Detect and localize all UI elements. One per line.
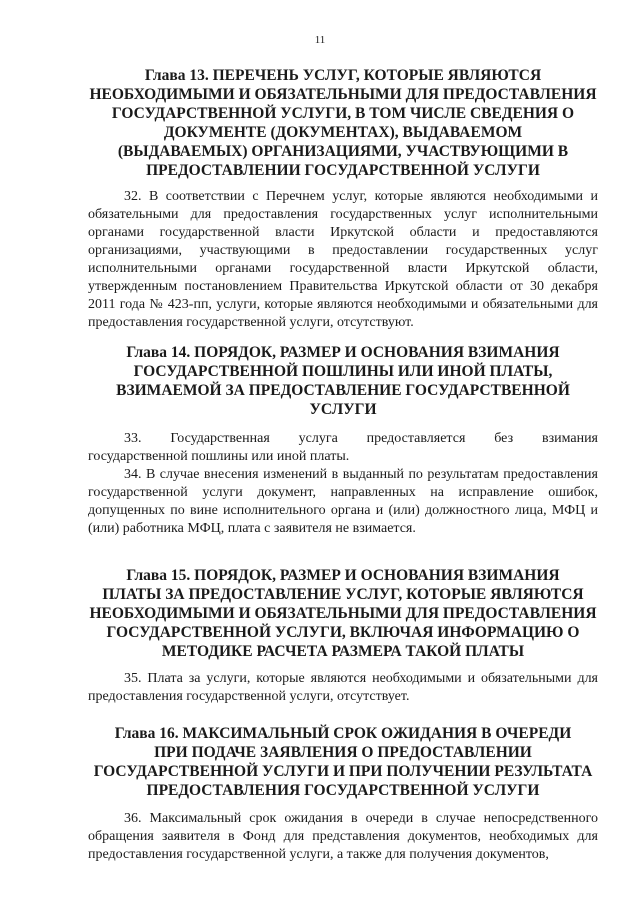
chapter-14-heading [88,343,598,419]
heading-line: ВЗИМАЕМОЙ ЗА ПРЕДОСТАВЛЕНИЕ ГОСУДАРСТВЕННОЙ [116,382,570,399]
heading-line: ПЛАТЫ ЗА ПРЕДОСТАВЛЕНИЕ УСЛУГ, КОТОРЫЕ ЯВЛЯЮТСЯ [102,586,584,603]
chapter-16-heading [88,724,598,800]
paragraph-33-line-2: государственной пошлины или иной платы. [88,449,350,464]
paragraph-35: 35. Плата за услуги, которые являются необходимыми и обязательными для предоставления государственной услуги, отсутствует. [88,671,598,704]
paragraph-32: 32. В соответствии с Перечнем услуг, которые являются необходимыми и обязательными для предоставления государственных услуг исполнительными органами государственной власти Иркутской области и предоставляются организациями, участвующими в предоставлении государственных услуг исполнительными органами государственной власти Иркутской области, утвержденным постановлением Правительства Иркутской области от 30 декабря 2011 года № 423-пп, услуги, которые являются необходимыми и обязательными для предоставления государственной услуги, отсутствуют. [88,189,598,330]
heading-line: МЕТОДИКЕ РАСЧЕТА РАЗМЕРА ТАКОЙ ПЛАТЫ [161,643,525,660]
heading-line: ПРЕДОСТАВЛЕНИЯ ГОСУДАРСТВЕННОЙ УСЛУГИ [146,782,540,799]
heading-line: ГОСУДАРСТВЕННОЙ УСЛУГИ И ПРИ ПОЛУЧЕНИИ РЕЗУЛЬТАТА [93,763,593,780]
heading-line: Глава 15. ПОРЯДОК, РАЗМЕР И ОСНОВАНИЯ ВЗИМАНИЯ [126,567,560,584]
heading-line: Глава 16. МАКСИМАЛЬНЫЙ СРОК ОЖИДАНИЯ В ОЧЕРЕДИ [114,725,572,742]
heading-line: НЕОБХОДИМЫМИ И ОБЯЗАТЕЛЬНЫМИ ДЛЯ ПРЕДОСТАВЛЕНИЯ [89,605,597,622]
paragraph-34: 34. В случае внесения изменений в выданный по результатам предоставления государственной услуги документ, направленных на исправление ошибок, допущенных по вине исполнительного органа и (или) должностного лица, МФЦ и (или) работника МФЦ, плата с заявителя не взимается. [88,467,598,536]
heading-line: УСЛУГИ [309,401,377,418]
heading-line: НЕОБХОДИМЫМИ И ОБЯЗАТЕЛЬНЫМИ ДЛЯ ПРЕДОСТАВЛЕНИЯ [89,86,597,103]
paragraph-33-line-1: 33. Государственная услуга предоставляется без взимания [124,431,598,446]
paragraph-36: 36. Максимальный срок ожидания в очереди в случае непосредственного обращения заявителя в Фонд для представления документов, необходимых для предоставления государственной услуги, а также для получения документов, [88,811,598,862]
heading-line: ГОСУДАРСТВЕННОЙ УСЛУГИ, ВКЛЮЧАЯ ИНФОРМАЦИЮ О [106,624,580,641]
heading-line: ГОСУДАРСТВЕННОЙ ПОШЛИНЫ ИЛИ ИНОЙ ПЛАТЫ, [133,363,553,380]
heading-line: ДОКУМЕНТЕ (ДОКУМЕНТАХ), ВЫДАВАЕМОМ [163,124,523,141]
heading-line: Глава 14. ПОРЯДОК, РАЗМЕР И ОСНОВАНИЯ ВЗИМАНИЯ [126,344,560,361]
heading-line: Глава 13. ПЕРЕЧЕНЬ УСЛУГ, КОТОРЫЕ ЯВЛЯЮТСЯ [144,67,542,84]
page-number: 11 [314,34,326,46]
heading-line: ПРЕДОСТАВЛЕНИИ ГОСУДАРСТВЕННОЙ УСЛУГИ [146,162,540,179]
paragraph-33 [88,430,598,466]
heading-line: ГОСУДАРСТВЕННОЙ УСЛУГИ, В ТОМ ЧИСЛЕ СВЕДЕНИЯ О [111,105,575,122]
chapter-15-heading [88,566,598,661]
chapter-13-heading [88,66,598,180]
heading-line: (ВЫДАВАЕМЫХ) ОРГАНИЗАЦИЯМИ, УЧАСТВУЮЩИМИ В [117,143,569,160]
heading-line: ПРИ ПОДАЧЕ ЗАЯВЛЕНИЯ О ПРЕДОСТАВЛЕНИИ [154,744,532,761]
